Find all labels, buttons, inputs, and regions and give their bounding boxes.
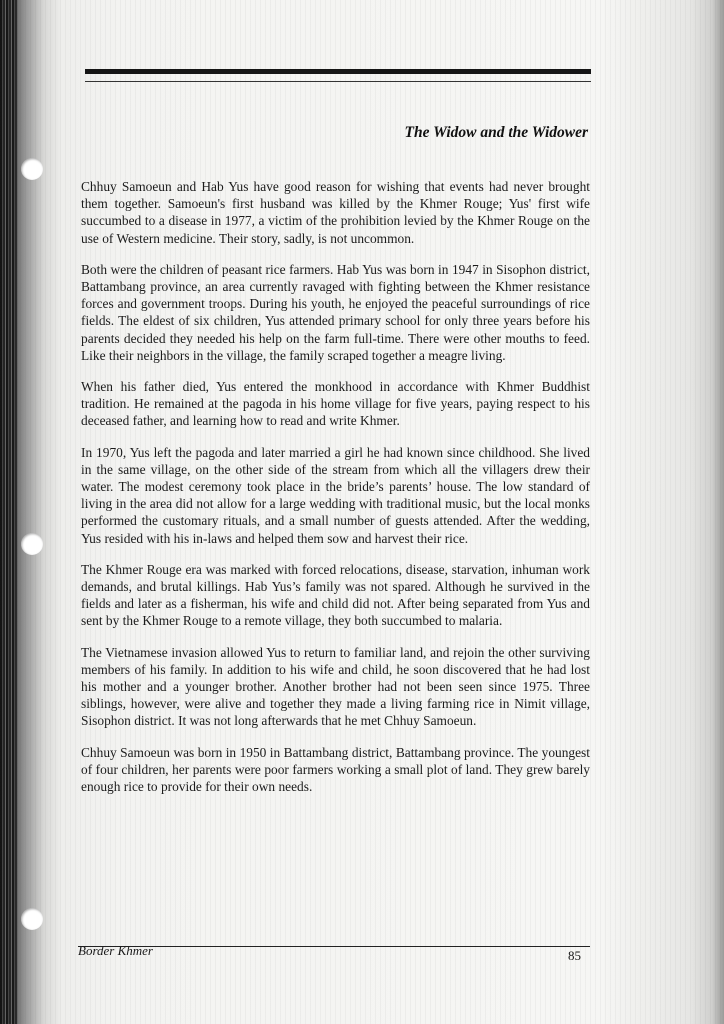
punch-hole-top <box>21 158 43 180</box>
header-rule-thin <box>85 81 591 82</box>
paragraph-4: In 1970, Yus left the pagoda and later married a girl he had known since childhood. She lived in the same village, on the other side of the stream from which all the villagers drew their water. The modest ceremony took place in the bride’s parents’ house. The low standard of living in the area did not allow for a large wedding with traditional music, but the local monks performed the customary rituals, and a small number of guests attended. After the wedding, Yus resided with his in-laws and helped them sow and harvest their rice. <box>81 444 590 546</box>
page-edge-shadow <box>712 0 724 1024</box>
paragraph-3: When his father died, Yus entered the monkhood in accordance with Khmer Buddhist tradition. He remained at the pagoda in his home village for five years, paying respect to his deceased father, and learning how to read and write Khmer. <box>81 379 590 429</box>
footer-rule <box>78 946 590 947</box>
footer-publication: Border Khmer <box>78 943 153 958</box>
punch-hole-middle <box>21 533 43 555</box>
article-body <box>81 178 590 809</box>
header-rule-thick <box>85 69 591 74</box>
paragraph-2: Both were the children of peasant rice farmers. Hab Yus was born in 1947 in Sisophon district, Battambang province, an area currently ravaged with fighting between the Khmer resistance forces and government troops. During his youth, he enjoyed the peaceful surroundings of rice fields. The eldest of six children, Yus attended primary school for only three years before his parents decided they needed his help on the farm full-time. There were other mouths to feed. Like their neighbors in the village, the family scraped together a meagre living. <box>81 261 590 363</box>
punch-hole-bottom <box>21 908 43 930</box>
paragraph-7: Chhuy Samoeun was born in 1950 in Battambang district, Battambang province. The youngest of four children, her parents were poor farmers working a small plot of land. They grew barely enough rice to provide for their own needs. <box>81 744 590 795</box>
section-title: The Widow and the Widower <box>404 124 588 141</box>
paragraph-6: The Vietnamese invasion allowed Yus to return to familiar land, and rejoin the other surviving members of his family. In addition to his wife and child, he soon discovered that he had lost his mother and a younger brother. Another brother had not been seen since 1975. Three siblings, however, were alive and together they made a living farming rice in Nimit village, Sisophon district. It was not long afterwards that he met Chhuy Samoeun. <box>81 644 590 729</box>
footer-page-number: 85 <box>568 948 581 963</box>
binding-edge <box>0 0 18 1024</box>
paragraph-1: Chhuy Samoeun and Hab Yus have good reason for wishing that events had never brought them together. Samoeun's first husband was killed by the Khmer Rouge; Yus' first wife succumbed to a disease in 1977, a victim of the prohibition levied by the Khmer Rouge on the use of Western medicine. Their story, sadly, is not uncommon. <box>81 179 590 246</box>
paragraph-5: The Khmer Rouge era was marked with forced relocations, disease, starvation, inhuman work demands, and brutal killings. Hab Yus’s family was not spared. Although he survived in the fields and later as a fisherman, his wife and child did not. After being separated from Yus and sent by the Khmer Rouge to a remote village, they both succumbed to malaria. <box>81 561 590 629</box>
